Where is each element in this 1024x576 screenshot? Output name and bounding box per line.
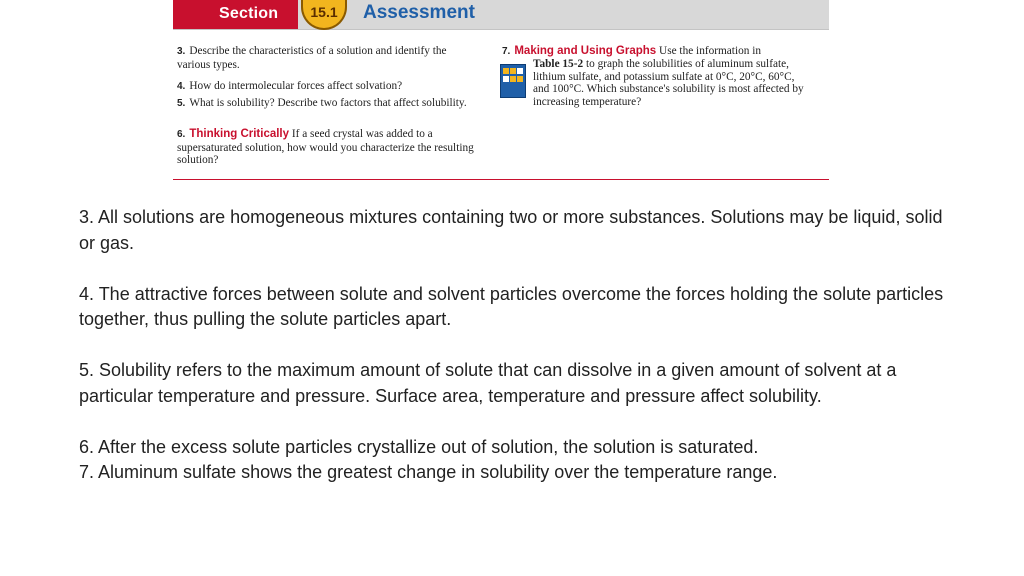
question-7 [502,45,807,108]
question-number: 7. [502,46,511,57]
question-4 [177,80,482,94]
section-label: Section [219,5,279,22]
question-text: If a seed crystal was added to a supersaturated solution, how would you characterize the resulting solution? [177,128,474,167]
section-number: 15.1 [310,4,338,20]
textbook-excerpt [173,0,829,181]
graph-icon [500,64,526,98]
question-number: 6. [177,129,186,140]
section-badge [301,0,347,30]
divider [173,179,829,180]
question-text: How do intermolecular forces affect solvation? [189,80,403,92]
question-body [533,58,808,108]
question-lead: Use the information in [659,45,761,57]
section-header [173,0,829,30]
answer-6: 6. After the excess solute particles crystallize out of solution, the solution is saturated. [79,436,759,457]
answer-7: 7. Aluminum sulfate shows the greatest change in solubility over the temperature range. [79,462,778,482]
answer-3: 3. All solutions are homogeneous mixtures containing two or more substances. Solutions may be liquid, solid or gas. [79,207,943,253]
question-5 [177,97,482,111]
question-6 [177,128,482,167]
question-number: 5. [177,98,186,109]
question-number: 3. [177,46,186,57]
question-number: 4. [177,81,186,92]
question-text: What is solubility? Describe two factors that affect solubility. [189,97,467,109]
question-text: to graph the solubilities of aluminum sulfate, lithium sulfate, and potassium sulfate at 0°C, 20°C, 60°C, and 100°C. Which substance's solubility is most affected by increasing temperature? [533,58,804,108]
answer-4: 4. The attractive forces between solute and solvent particles overcome the forces holding the solute particles together, thus pulling the solute particles apart. [79,283,944,329]
answer-5: 5. Solubility refers to the maximum amount of solute that can dissolve in a given amount of solvent at a particular temperature and pressure. Surface area, temperature and pressure affect solubility. [79,360,897,406]
assessment-title: Assessment [363,2,475,23]
question-text: Describe the characteristics of a solution and identify the various types. [177,45,447,71]
table-reference: Table 15-2 [533,58,584,70]
section-tab [173,0,298,29]
question-heading: Making and Using Graphs [514,45,657,57]
answer-list [79,205,959,486]
question-heading: Thinking Critically [189,128,290,140]
question-3 [177,45,482,71]
